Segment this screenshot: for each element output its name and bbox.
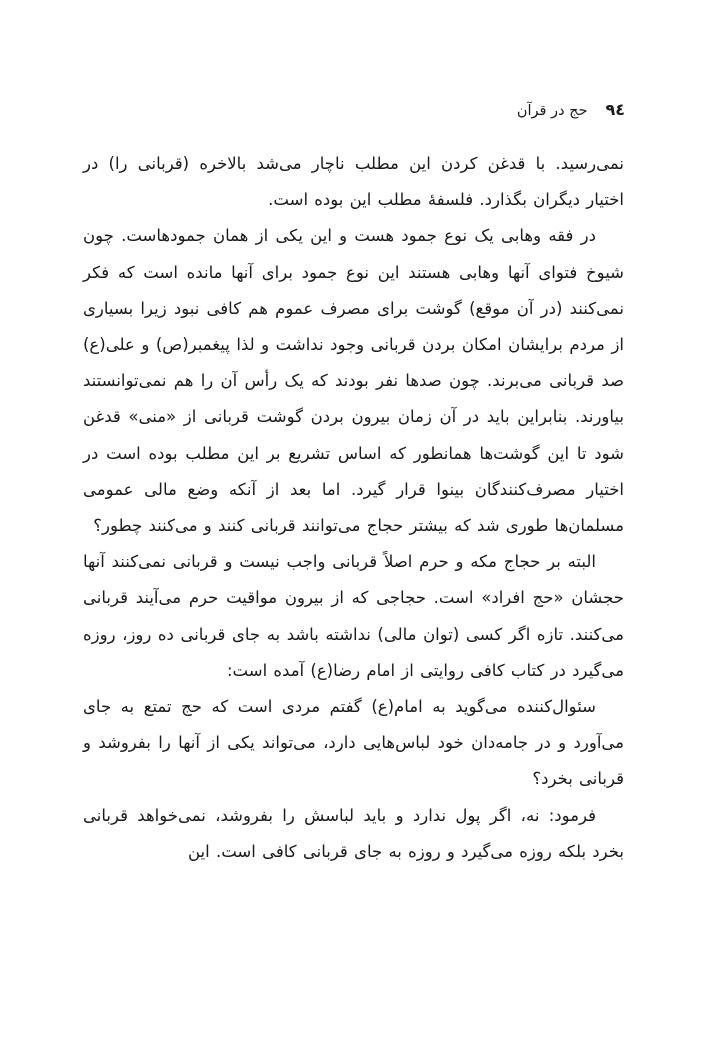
paragraph: فرمود: نه، اگر پول ندارد و باید لباسش را بفروشد، نمی‌خواهد قربانی بخرد بلکه روزه می‌گیرد و روزه به جای قربانی کافی است. این xyxy=(83,805,624,861)
page-number: ٩٤ xyxy=(605,100,625,119)
body-text xyxy=(83,146,624,870)
paragraph: البته بر حجاج مکه و حرم اصلاً قربانی واجب نیست و قربانی نمی‌کنند آنها حجشان «حج افراد» است. حجاجی که از بیرون مواقیت حرم می‌آیند قربانی می‌کنند. تازه اگر کسی (توان مالی) نداشته باشد به جای قربانی ده روز، روزه می‌گیرد در کتاب کافی روایتی از امام رضا(ع) آمده است: xyxy=(83,552,624,680)
paragraph: نمی‌رسید. با قدغن کردن این مطلب ناچار می‌شد بالاخره (قربانی را) در اختیار دیگران بگذارد. فلسفهٔ مطلب این بوده است. xyxy=(83,154,624,210)
page-header xyxy=(84,100,625,119)
book-title: حج در قرآن xyxy=(516,103,588,119)
paragraph: در فقه وهابی یک نوع جمود هست و این یکی از همان جمودهاست. چون شیوخ فتوای آنها وهابی هستند این نوع جمود برای آنها مانده است که فکر نمی‌کنند (در آن موقع) گوشت برای مصرف عموم هم کافی نبود زیرا بسیاری از مردم برایشان امکان بردن قربانی وجود نداشت و لذا پیغمبر(ص) و علی(ع) صد قربانی می‌برند. چون صدها نفر بودند که یک رأس آن را هم نمی‌توانستند بیاورند. بنابراین باید در آن زمان بیرون بردن گوشت قربانی از «منی» قدغن شود تا این گوشت‌ها همانطور که اساس تشریع بر این مطلب بوده است در اختیار مصرف‌کنندگان بینوا قرار گیرد. اما بعد از آنکه وضع مالی عمومی مسلمان‌ها طوری شد که بیشتر حجاج می‌توانند قربانی کنند و می‌کنند چطور؟ xyxy=(83,226,624,536)
paragraph: سئوال‌کننده می‌گوید به امام(ع) گفتم مردی است که حج تمتع به جای می‌آورد و در جامه‌دان خود لباس‌هایی دارد، می‌تواند یکی از آنها را بفروشد و قربانی بخرد؟ xyxy=(83,697,624,789)
